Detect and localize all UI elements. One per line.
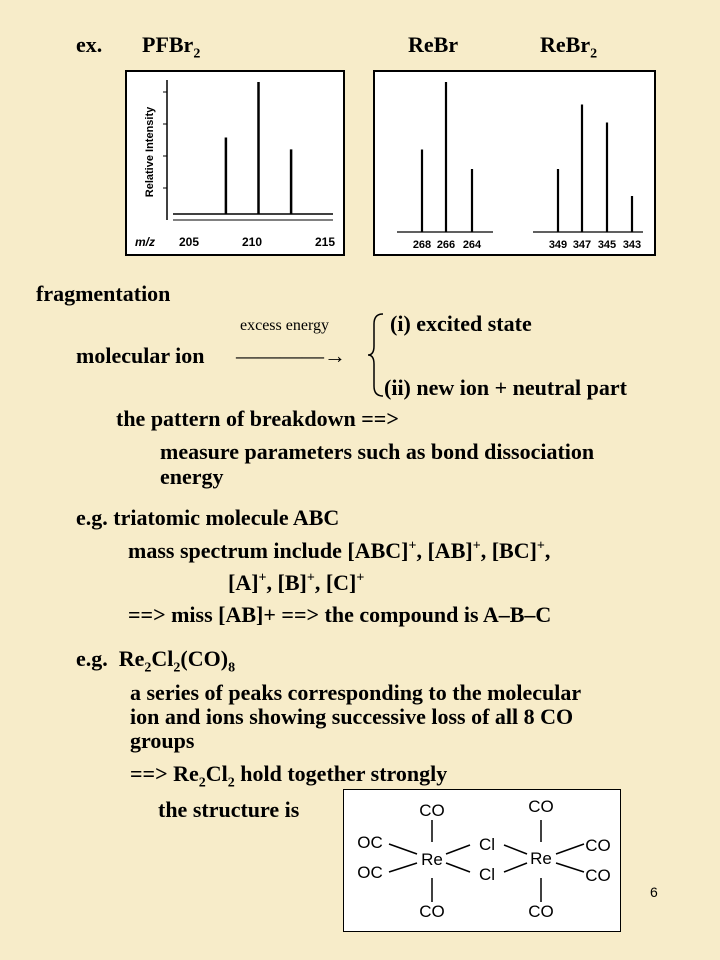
ion-list-line: [A]+, [B]+, [C]+ [228, 570, 365, 595]
example-label: ex. [76, 32, 103, 57]
molecular-ion-label: molecular ion [76, 343, 205, 368]
tick-label: 347 [572, 239, 592, 251]
option-new-ion: (ii) new ion + neutral part [384, 375, 627, 400]
oc-ligand: OC [357, 863, 383, 882]
arrow-right: ————→ [236, 343, 346, 368]
tick-label: 343 [622, 239, 642, 251]
series-line-3: groups [130, 728, 195, 753]
cl-bridge: Cl [478, 835, 496, 854]
excess-energy-label: excess energy [240, 317, 329, 334]
co-ligand: CO [528, 902, 554, 921]
structure-label: the structure is [158, 797, 300, 822]
tick-label: 266 [436, 239, 456, 251]
re-atom: Re [421, 850, 443, 869]
page-number: 6 [650, 884, 658, 900]
rebr-spectrum [373, 70, 656, 256]
curly-brace [366, 310, 386, 400]
fragmentation-heading: fragmentation [36, 281, 171, 306]
co-ligand: CO [585, 866, 611, 885]
triatomic-intro: e.g. triatomic molecule ABC [76, 505, 340, 530]
series-line-2: ion and ions showing successive loss of all 8 CO [130, 704, 574, 729]
compound-conclusion: ==> miss [AB]+ ==> the compound is A–B–C [128, 602, 552, 627]
tick-label: 215 [315, 235, 336, 249]
oc-ligand: OC [357, 833, 383, 852]
tick-label: 268 [412, 239, 432, 251]
tick-label: 345 [597, 239, 617, 251]
tick-label: 210 [242, 235, 263, 249]
pfbr2-spectrum [125, 70, 345, 256]
formula-rebr2: ReBr$_2$ [540, 32, 598, 62]
re-atom: Re [530, 849, 552, 868]
measure-line-1: measure parameters such as bond dissociation [160, 439, 595, 464]
tick-label: 264 [462, 239, 482, 251]
tick-label: 205 [179, 235, 200, 249]
formula-rebr: ReBr [408, 32, 459, 57]
co-ligand: CO [585, 836, 611, 855]
formula-pfbr2: PFBr$_2$ [142, 32, 201, 62]
measure-line-2: energy [160, 464, 224, 489]
x-axis-label: m/z [135, 235, 156, 249]
mass-spectrum-line: mass spectrum include [ABC]+, [AB]+, [BC]+, [128, 538, 551, 563]
pattern-line: the pattern of breakdown ==> [116, 406, 399, 431]
co-ligand: CO [528, 797, 554, 816]
re2cl2-structure [343, 789, 621, 932]
tick-label: 349 [548, 239, 568, 251]
series-line-1: a series of peaks corresponding to the molecular [130, 680, 582, 705]
hold-together-line: ==> $Re_2Cl_2$ hold together strongly [130, 761, 448, 791]
example2-intro: e.g. $Re_2Cl_2(CO)_8$ [76, 646, 236, 676]
co-ligand: CO [419, 902, 445, 921]
co-ligand: CO [419, 801, 445, 820]
cl-bridge: Cl [478, 865, 496, 884]
y-axis-label: Relative Intensity [144, 106, 156, 198]
option-excited-state: (i) excited state [390, 311, 532, 336]
